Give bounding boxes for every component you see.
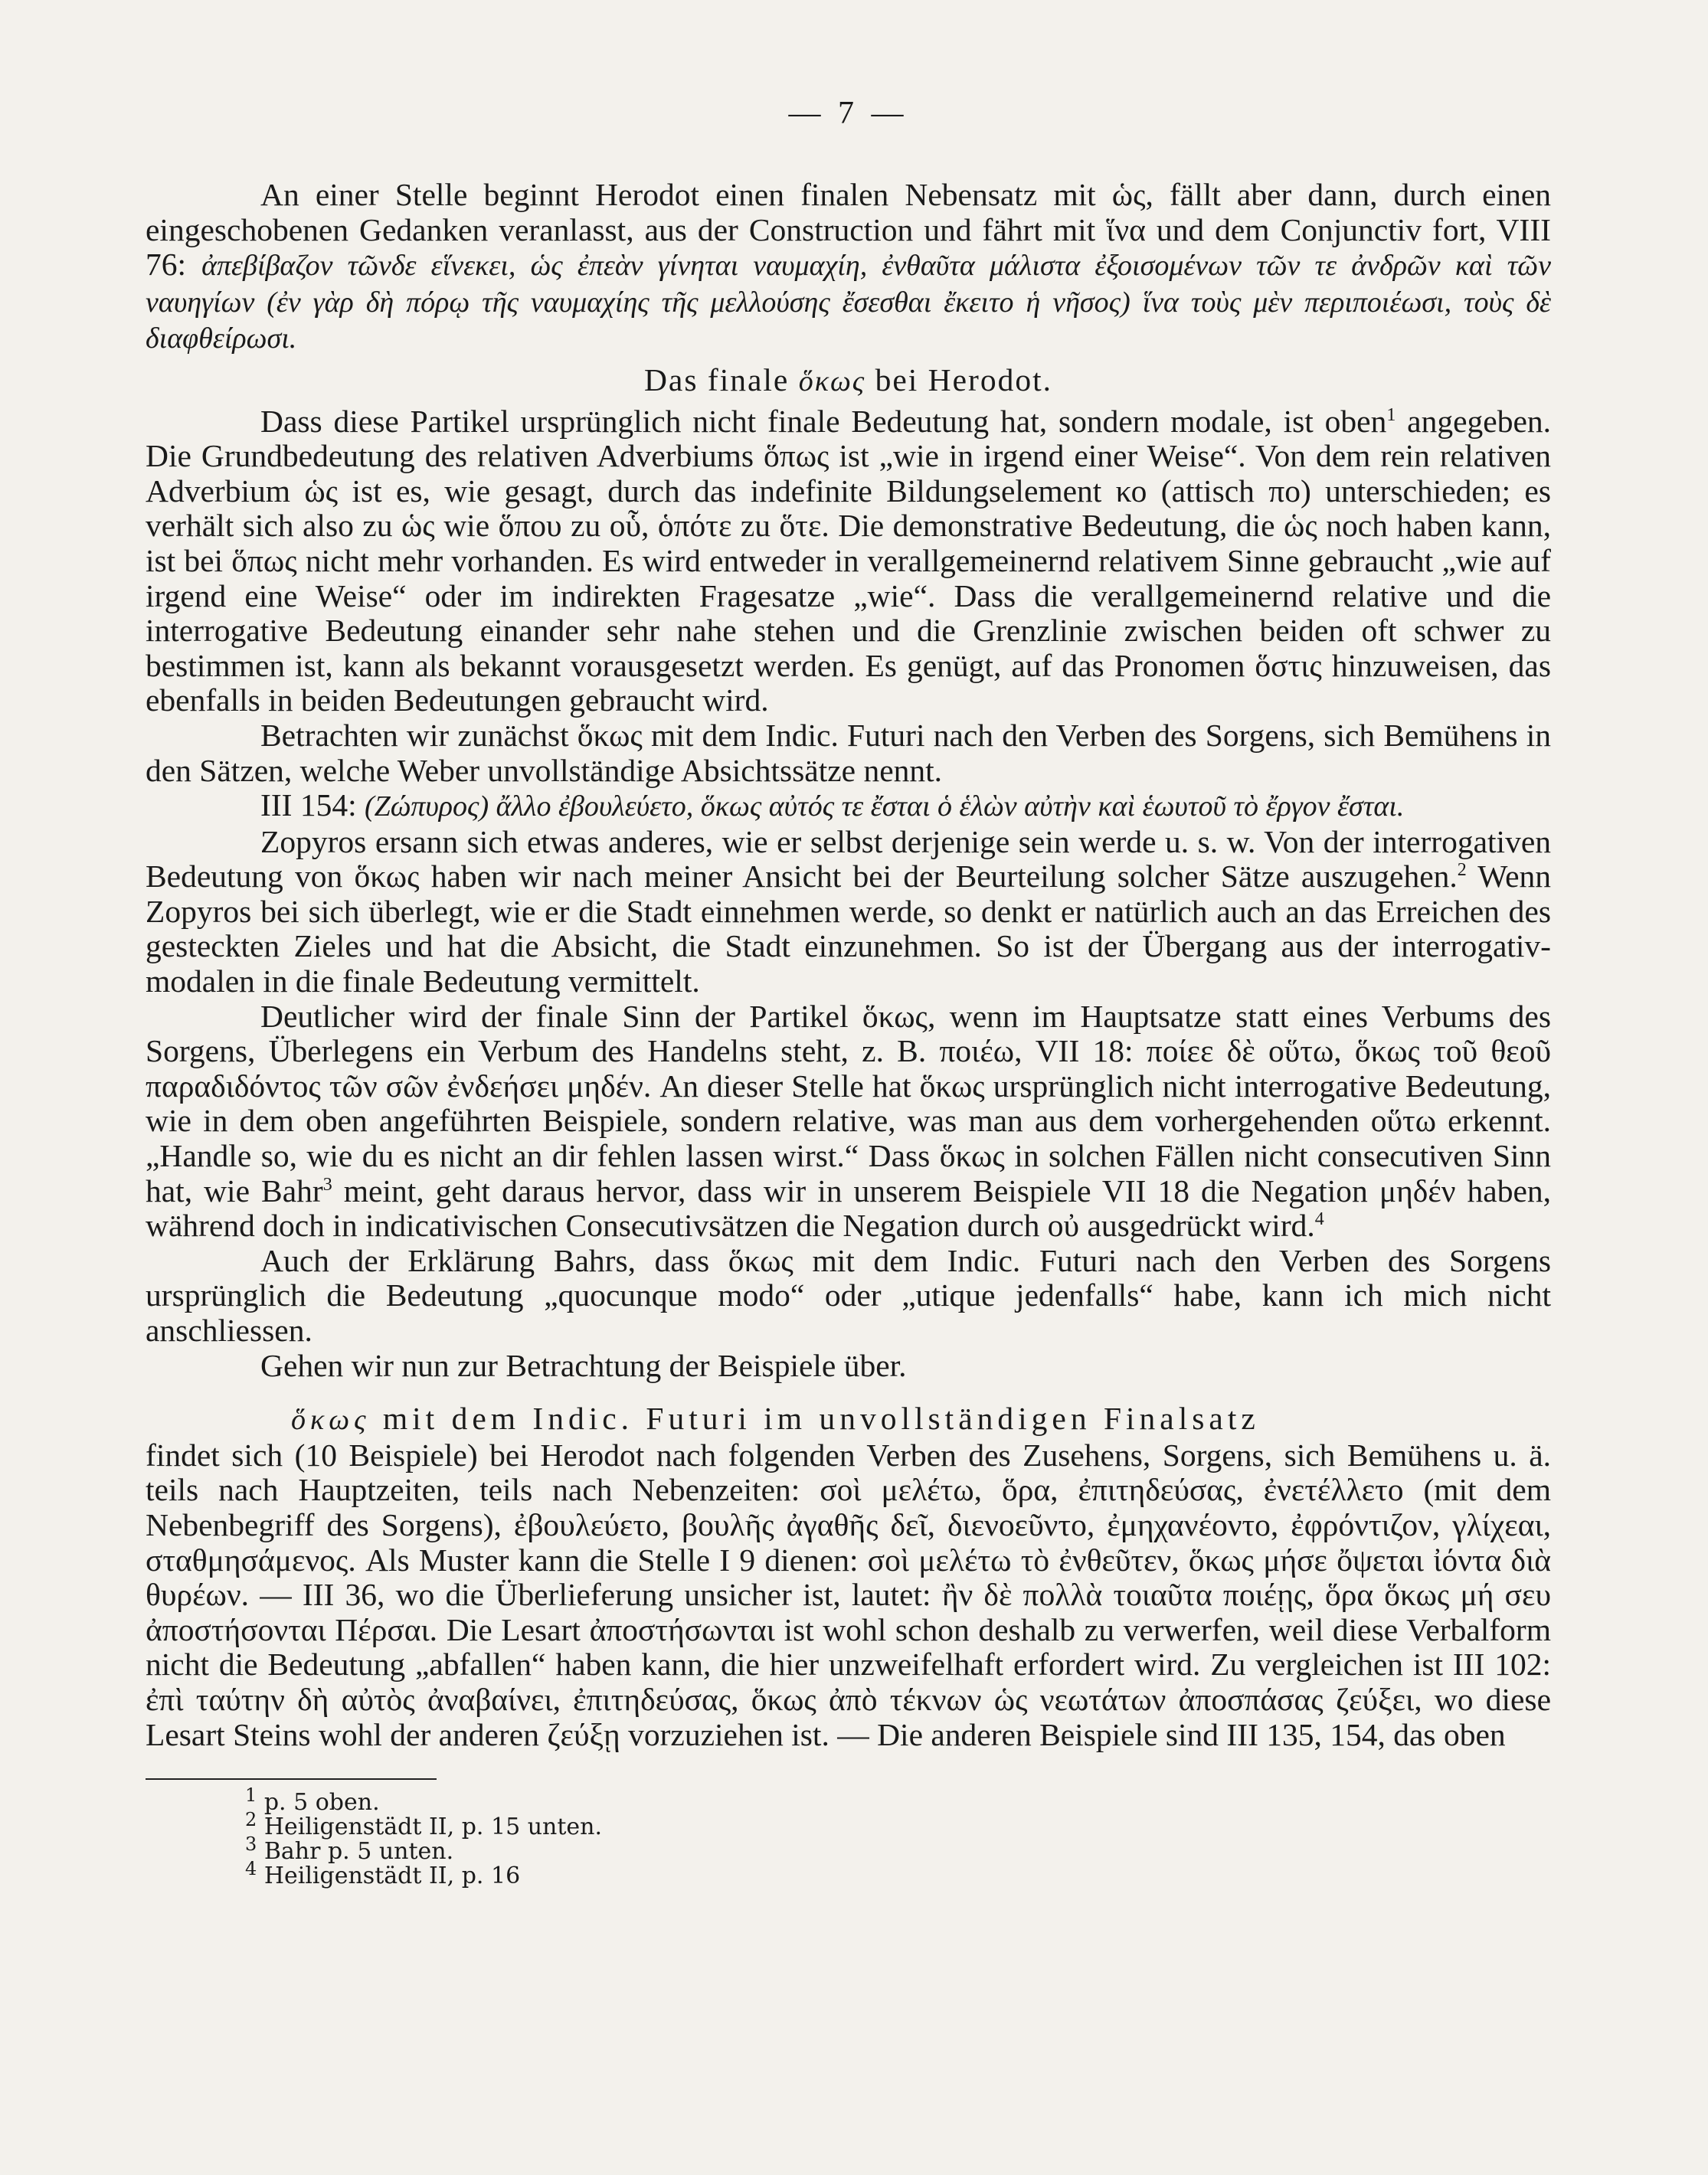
paragraph-2 xyxy=(146,404,1551,718)
footnote-marker-3: 3 xyxy=(322,1174,332,1195)
paragraph-8: findet sich (10 Beispiele) bei Herodot nach folgenden Verben des Zusehens, Sorgens, sich Bemühens u. ä. teils nach Hauptzeiten, teils nach Nebenzeiten: σοὶ μελέτω, ὅρα, ἐπιτηδεύσας, ἐνετέλλετο (mit dem Nebenbegriff des Sorgens), ἐβουλεύετο, βουλῆς ἀγαθῆς δεῖ, διενοεῦντο, ἐμηχανέοντο, ἐφρόντιζον, γλίχεαι, σταθμησάμενος. Als Muster kann die Stelle I 9 dienen: σοὶ μελέτω τὸ ἐνθεῦτεν, ὅκως μήσε ὄψεται ἰόντα διὰ θυρέων. — III 36, wo die Überlieferung unsicher ist, lautet: ἢν δὲ πολλὰ τοιαῦτα ποιέῃς, ὅρα ὅκως μή σευ ἀποστήσονται Πέρσαι. Die Lesart ἀποστήσωνται ist wohl schon deshalb zu verwerfen, weil diese Verbalform nicht die Bedeutung „abfallen“ haben kann, die hier unzweifelhaft erfordert wird. Zu vergleichen ist III 102: ἐπὶ ταύτην δὴ αὐτὸς ἀναβαίνει, ἐπιτηδεύσας, ὅκως ἀπὸ τέκνων ὡς νεωτάτων ἀποσπάσας ζεύξει, wo diese Lesart Steins wohl der anderen ζεύξῃ vorzuziehen ist. — Die anderen Beispiele sind III 135, 154, das oben xyxy=(146,1437,1551,1752)
paragraph-1-greek-quote: ἀπεβίβαζον τῶνδε εἵνεκει, ὡς ἐπεὰν γίνηται ναυμαχίη, ἐνθαῦτα μάλιστα ἐξοισομένων τῶν τε ἀνδρῶν καὶ τῶν ναυηγίων (ἐν γὰρ δὴ πόρῳ τῆς ναυμαχίης τῆς μελλούσης ἔσεσθαι ἔκειτο ἡ νῆσος) ἵνα τοὺς μὲν περιποιέωσι, τοὺς δὲ διαφθείρωσι. xyxy=(146,250,1551,355)
section-heading-1 xyxy=(146,363,1551,400)
section-heading-2-greek: ὅκως xyxy=(291,1404,371,1437)
footnote-1 xyxy=(245,1784,1551,1817)
footnote-marker-4: 4 xyxy=(1314,1209,1324,1230)
footnote-divider xyxy=(146,1778,437,1780)
footnote-4-text: Heiligenstädt II, p. 16 xyxy=(263,1863,521,1890)
quote-greek: (Ζώπυρος) ἄλλο ἐβουλεύετο, ὅκως αὐτός τε ἔσται ὁ ἑλὼν αὐτὴν καὶ ἑωυτοῦ τὸ ἔργον ἔσται. xyxy=(365,790,1405,823)
footnote-4 xyxy=(245,1858,1551,1890)
footnote-3-text: Bahr p. 5 unten. xyxy=(263,1838,454,1866)
footnote-1-text: p. 5 oben. xyxy=(263,1789,380,1817)
footnote-3 xyxy=(245,1833,1551,1866)
paragraph-4-text-b: Wenn Zopyros bei sich überlegt, wie er die Stadt einnehmen werde, so denkt er natürlich auch an das Erreichen des gesteckten Zieles und hat die Absicht, die Stadt einzunehmen. So ist der Übergang aus der interrogativ-modalen in die finale Bedeutung vermittelt. xyxy=(146,859,1551,999)
paragraph-4-text-a: Zopyros ersann sich etwas anderes, wie er selbst derjenige sein werde u. s. w. Von der interrogativen Bedeutung von ὅκως haben wir nach meiner Ansicht bei der Beurteilung solcher Sätze auszugehen. xyxy=(146,823,1551,895)
page-number: — 7 — xyxy=(788,96,908,131)
footnote-marker-1: 1 xyxy=(1386,404,1396,425)
paragraph-3: Betrachten wir zunächst ὅκως mit dem Indic. Futuri nach den Verben des Sorgens, sich Bemühens in den Sätzen, welche Weber unvollständige Absichtssätze nennt. xyxy=(146,717,1551,788)
paragraph-1-text: An einer Stelle beginnt Herodot einen finalen Nebensatz mit ὡς, fällt aber dann, durch einen eingeschobenen Gedanken veranlasst, aus der Construction und fährt mit ἵνα und dem Conjunctiv fort, VIII 76: xyxy=(146,177,1551,283)
paragraph-6: Auch der Erklärung Bahrs, dass ὅκως mit dem Indic. Futuri nach den Verben des Sorgens ursprünglich die Bedeutung „quocunque modo“ oder „utique jedenfalls“ habe, kann ich mich nicht anschliessen. xyxy=(146,1242,1551,1348)
paragraph-5-text-b: meint, geht daraus hervor, dass wir in unserem Beispiele VII 18 die Negation μηδέν haben, während doch in indicativischen Consecutivsätzen die Negation durch οὐ ausgedrückt wird. xyxy=(146,1173,1551,1244)
quote-reference: III 154: xyxy=(260,787,357,823)
paragraph-2-text-b: angegeben. Die Grundbedeutung des relativen Adverbiums ὅπως ist „wie in irgend einer Weise“. Von dem rein relativen Adverbium ὡς ist es, wie gesagt, durch das indefinite Bildungselement κο (attisch πο) unterschieden; es verhält sich also zu ὡς wie ὅπου zu οὗ, ὁπότε zu ὅτε. Die demonstrative Bedeutung, die ὡς noch haben kann, ist bei ὅπως nicht mehr vorhanden. Es wird entweder in verallgemeinernd relativem Sinne gebraucht „wie auf irgend eine Weise“ oder im indirekten Fragesatze „wie“. Dass die verallgemeinernd relative und die interrogative Bedeutung einander sehr nahe stehen und die Grenzlinie zwischen beiden oft schwer zu bestimmen ist, kann als bekannt vorausgesetzt werden. Es genügt, auf das Pronomen ὅστις hinzuweisen, das ebenfalls in beiden Bedeutungen gebraucht wird. xyxy=(146,403,1551,718)
footnotes xyxy=(245,1784,1551,1890)
paragraph-5-text-a: Deutlicher wird der finale Sinn der Partikel ὅκως, wenn im Hauptsatze statt eines Verbums des Sorgens, Überlegens ein Verbum des Handelns steht, z. B. ποιέω, VII 18: ποίεε δὲ οὕτω, ὅκως τοῦ θεοῦ παραδιδόντος τῶν σῶν ἐνδεήσει μηδέν. An dieser Stelle hat ὅκως ursprünglich nicht interrogative Bedeutung, wie in dem oben angeführten Beispiele, sondern relative, was man aus dem vorhergehenden οὕτω erkennt. „Handle so, wie du es nicht an dir fehlen lassen wirst.“ Dass ὅκως in solchen Fällen nicht consecutiven Sinn hat, wie Bahr xyxy=(146,998,1551,1209)
section-heading-2 xyxy=(146,1401,1551,1438)
paragraph-4 xyxy=(146,825,1551,999)
section-heading-1-text-b: bei Herodot. xyxy=(875,361,1053,397)
quote-iii-154 xyxy=(146,788,1551,825)
footnote-marker-2: 2 xyxy=(1457,860,1467,881)
footnote-3-number: 3 xyxy=(245,1833,257,1856)
footnote-1-number: 1 xyxy=(245,1784,257,1807)
paragraph-7: Gehen wir nun zur Betrachtung der Beispiele über. xyxy=(260,1347,907,1383)
document-page xyxy=(146,92,1551,2144)
paragraph-5 xyxy=(146,999,1551,1244)
paragraph-2-text-a: Dass diese Partikel ursprünglich nicht finale Bedeutung hat, sondern modale, ist oben xyxy=(260,403,1387,439)
footnote-2 xyxy=(245,1809,1551,1841)
footnote-4-number: 4 xyxy=(245,1858,257,1880)
footnote-2-text: Heiligenstädt II, p. 15 unten. xyxy=(263,1814,603,1841)
footnote-2-number: 2 xyxy=(245,1809,257,1831)
section-heading-1-greek: ὅκως xyxy=(798,365,866,397)
section-heading-1-text-a: Das finale xyxy=(643,361,790,397)
section-heading-2-text: mit dem Indic. Futuri im unvollständigen Finalsatz xyxy=(382,1401,1260,1437)
paragraph-1 xyxy=(146,178,1551,357)
